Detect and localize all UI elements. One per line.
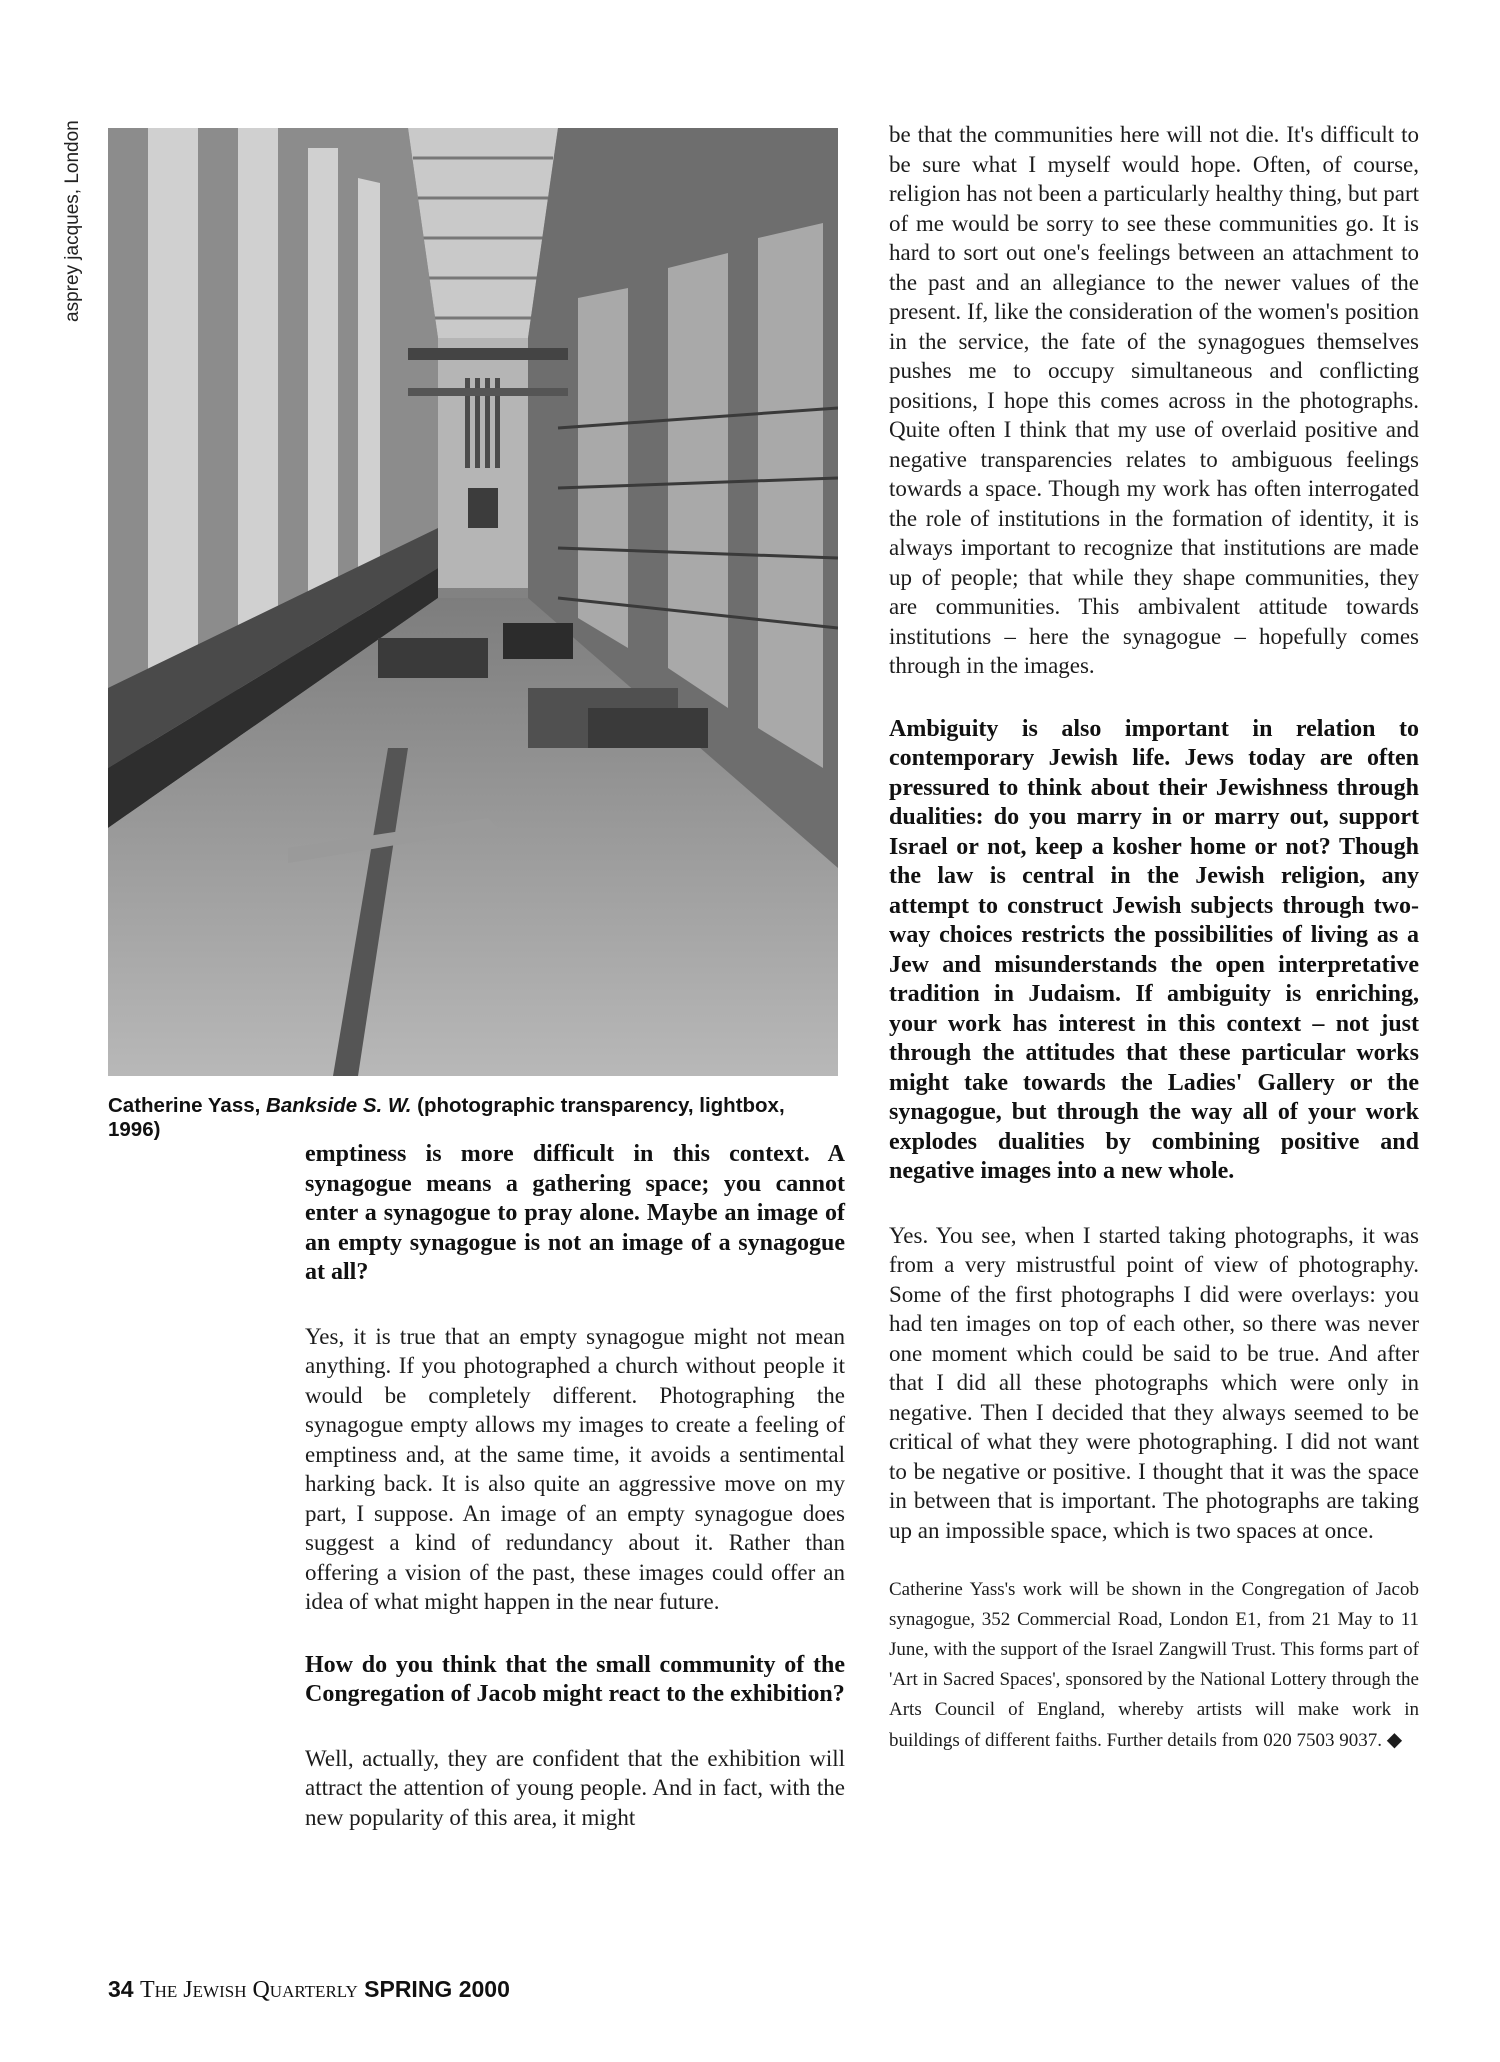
diamond-icon: ◆ <box>1386 1729 1403 1751</box>
answer-paragraph: Yes. You see, when I started taking photographs, it was from a very mistrustful point of view of photography. Some of the first photographs I did were overlays: you had ten images on top of each other, so there was never one moment which could be said to be true. And after that I did all these photographs which were only in negative. Then I decided that they always seemed to be critical of what they were photographing. I did not want to be negative or positive. I thought that it was the space in between that is important. The photographs are taking up an impossible space, which is two spaces at once. <box>889 1222 1419 1543</box>
question-paragraph: Ambiguity is also important in relation to contemporary Jewish life. Jews today are often pressured to think about their Jewishness through dualities: do you marry in or marry out, support Israel or not, keep a kosher home or not? Though the law is central in the Jewish religion, any attempt to construct Jewish subjects through two-way choices restricts the possibilities of living as a Jew and misunderstands the open interpretative tradition in Judaism. If ambiguity is enriching, your work has interest in this context – not just through the attitudes that these particular works might take towards the Ladies' Gallery or the synagogue, but through the way all of your work explodes dualities by combining positive and negative images into a new whole. <box>889 715 1419 1184</box>
exhibition-note-text: Catherine Yass's work will be shown in the Congregation of Jacob synagogue, 352 Commercial Road, London E1, from 21 May to 11 June, with the support of the Israel Zangwill Trust. This forms part of 'Art in Sacred Spaces', sponsored by the National Lottery through the Arts Council of England, whereby artists will make work in buildings of different faiths. Further details from 020 7503 9037. <box>889 1579 1419 1751</box>
bankside-photograph <box>108 128 838 1076</box>
photo-caption <box>108 1094 828 1142</box>
question-continued: emptiness is more difficult in this context. A synagogue means a gathering space; you cannot enter a synagogue to pray alone. Maybe an image of an empty synagogue is not an image of a synagogue at all? <box>305 1141 845 1285</box>
answer-continued: be that the communities here will not die. It's difficult to be sure what I myself would hope. Often, of course, religion has not been a particularly healthy thing, but part of me would be sorry to see these communities go. It is hard to sort out one's feelings between an attachment to the past and an allegiance to the newer values of the present. If, like the consideration of the women's position in the service, the fate of the synagogues themselves pushes me to occupy simultaneous and conflicting positions, I hope this comes across in the photographs. Quite often I think that my use of overlaid positive and negative transparencies relates to ambiguous feelings towards a space. Though my work has often interrogated the role of institutions in the formation of identity, it is always important to recognize that institutions are made up of people; that while they shape communities, they are communities. This ambivalent attitude towards institutions – here the synagogue – hopefully comes through in the images. <box>889 122 1419 678</box>
answer-paragraph: Well, actually, they are confident that the exhibition will attract the attention of young people. And in fact, with the new popularity of this area, it might <box>305 1745 845 1830</box>
middle-column <box>305 1140 845 1832</box>
exhibition-note <box>889 1575 1419 1756</box>
answer-paragraph: Yes, it is true that an empty synagogue might not mean anything. If you photographed a church without people it would be completely different. Photographing the synagogue empty allows my images to create a feeling of emptiness and, at the same time, it avoids a sentimental harking back. It is also quite an aggressive move on my part, I suppose. An image of an empty synagogue does suggest a kind of redundancy about it. Rather than offering a vision of the past, these images could offer an idea of what might happen in the near future. <box>305 1323 845 1614</box>
caption-title: Bankside S. W. <box>266 1094 412 1117</box>
magazine-title: The Jewish Quarterly <box>139 1977 358 2003</box>
right-column <box>889 120 1419 1756</box>
photo-icon <box>108 128 838 1076</box>
caption-artist: Catherine Yass, <box>108 1094 267 1117</box>
question-paragraph: How do you think that the small community of the Congregation of Jacob might react to the exhibition? <box>305 1651 845 1707</box>
page-footer <box>108 1976 510 2004</box>
issue-date: SPRING 2000 <box>364 1976 510 2002</box>
caption-details: (photographic transparency, lightbox, 1996) <box>108 1094 785 1141</box>
page-number: 34 <box>108 1976 134 2002</box>
photo-credit: asprey jacques, London <box>62 120 83 322</box>
